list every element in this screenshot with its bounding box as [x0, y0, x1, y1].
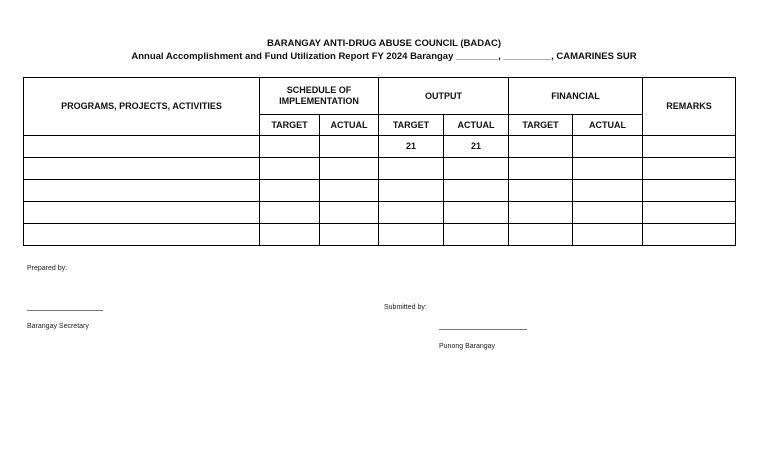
header-schedule-actual: ACTUAL: [320, 115, 379, 136]
prepared-by-label: Prepared by:: [27, 265, 68, 272]
table-cell: [643, 202, 736, 224]
table-cell: [379, 180, 444, 202]
table-row: [24, 180, 736, 202]
table-cell: [573, 180, 643, 202]
table-row: [24, 202, 736, 224]
table-cell: [509, 224, 573, 246]
table-cell: [444, 202, 509, 224]
table-cell: [444, 158, 509, 180]
table-cell: [379, 202, 444, 224]
header-output-actual: ACTUAL: [444, 115, 509, 136]
table-cell: [573, 158, 643, 180]
table-cell: [320, 224, 379, 246]
table-cell: [509, 136, 573, 158]
table-cell: [444, 180, 509, 202]
table-cell: [320, 158, 379, 180]
table-cell: [320, 136, 379, 158]
table-cell: 21: [444, 136, 509, 158]
report-title: BARANGAY ANTI-DRUG ABUSE COUNCIL (BADAC): [267, 38, 501, 49]
table-cell: [24, 224, 260, 246]
header-financial: FINANCIAL: [509, 78, 643, 115]
table-cell: [643, 158, 736, 180]
table-cell: [643, 136, 736, 158]
table-cell: [260, 136, 320, 158]
table-cell: [573, 224, 643, 246]
table-cell: [444, 224, 509, 246]
header-output: OUTPUT: [379, 78, 509, 115]
header-financial-actual: ACTUAL: [573, 115, 643, 136]
prepared-role: Barangay Secretary: [27, 323, 89, 330]
table-cell: [320, 180, 379, 202]
header-programs: PROGRAMS, PROJECTS, ACTIVITIES: [24, 78, 260, 136]
table-cell: [24, 158, 260, 180]
table-row: [24, 224, 736, 246]
table-cell: [509, 158, 573, 180]
table-cell: [643, 224, 736, 246]
table-cell: [320, 202, 379, 224]
table-cell: [24, 180, 260, 202]
table-cell: [509, 202, 573, 224]
table-row: [24, 136, 736, 158]
report-table: [23, 77, 736, 246]
table-cell: [260, 224, 320, 246]
table-cell: [260, 202, 320, 224]
table-row: [24, 158, 736, 180]
submitted-by-label: Submitted by:: [384, 304, 427, 311]
table-cell: [573, 136, 643, 158]
table-cell: [24, 136, 260, 158]
table-cell: [379, 224, 444, 246]
table-cell: [573, 202, 643, 224]
prepared-signature-line: [27, 310, 103, 311]
table-cell: [643, 180, 736, 202]
table-cell: [24, 202, 260, 224]
table-cell: [260, 158, 320, 180]
submitted-role: Punong Barangay: [439, 343, 496, 350]
report-subtitle: Annual Accomplishment and Fund Utilization Report FY 2024 Barangay ________, _________, CAMARINES SUR: [131, 51, 637, 62]
header-financial-target: TARGET: [509, 115, 573, 136]
table-cell: [260, 180, 320, 202]
submitted-signature-line: [439, 329, 527, 330]
table-cell: [379, 158, 444, 180]
header-remarks: REMARKS: [643, 78, 736, 136]
header-output-target: TARGET: [379, 115, 444, 136]
header-row-main: [24, 78, 736, 115]
table-cell: [509, 180, 573, 202]
table-cell: 21: [379, 136, 444, 158]
header-schedule-target: TARGET: [260, 115, 320, 136]
header-schedule: SCHEDULE OF IMPLEMENTATION: [260, 78, 379, 115]
